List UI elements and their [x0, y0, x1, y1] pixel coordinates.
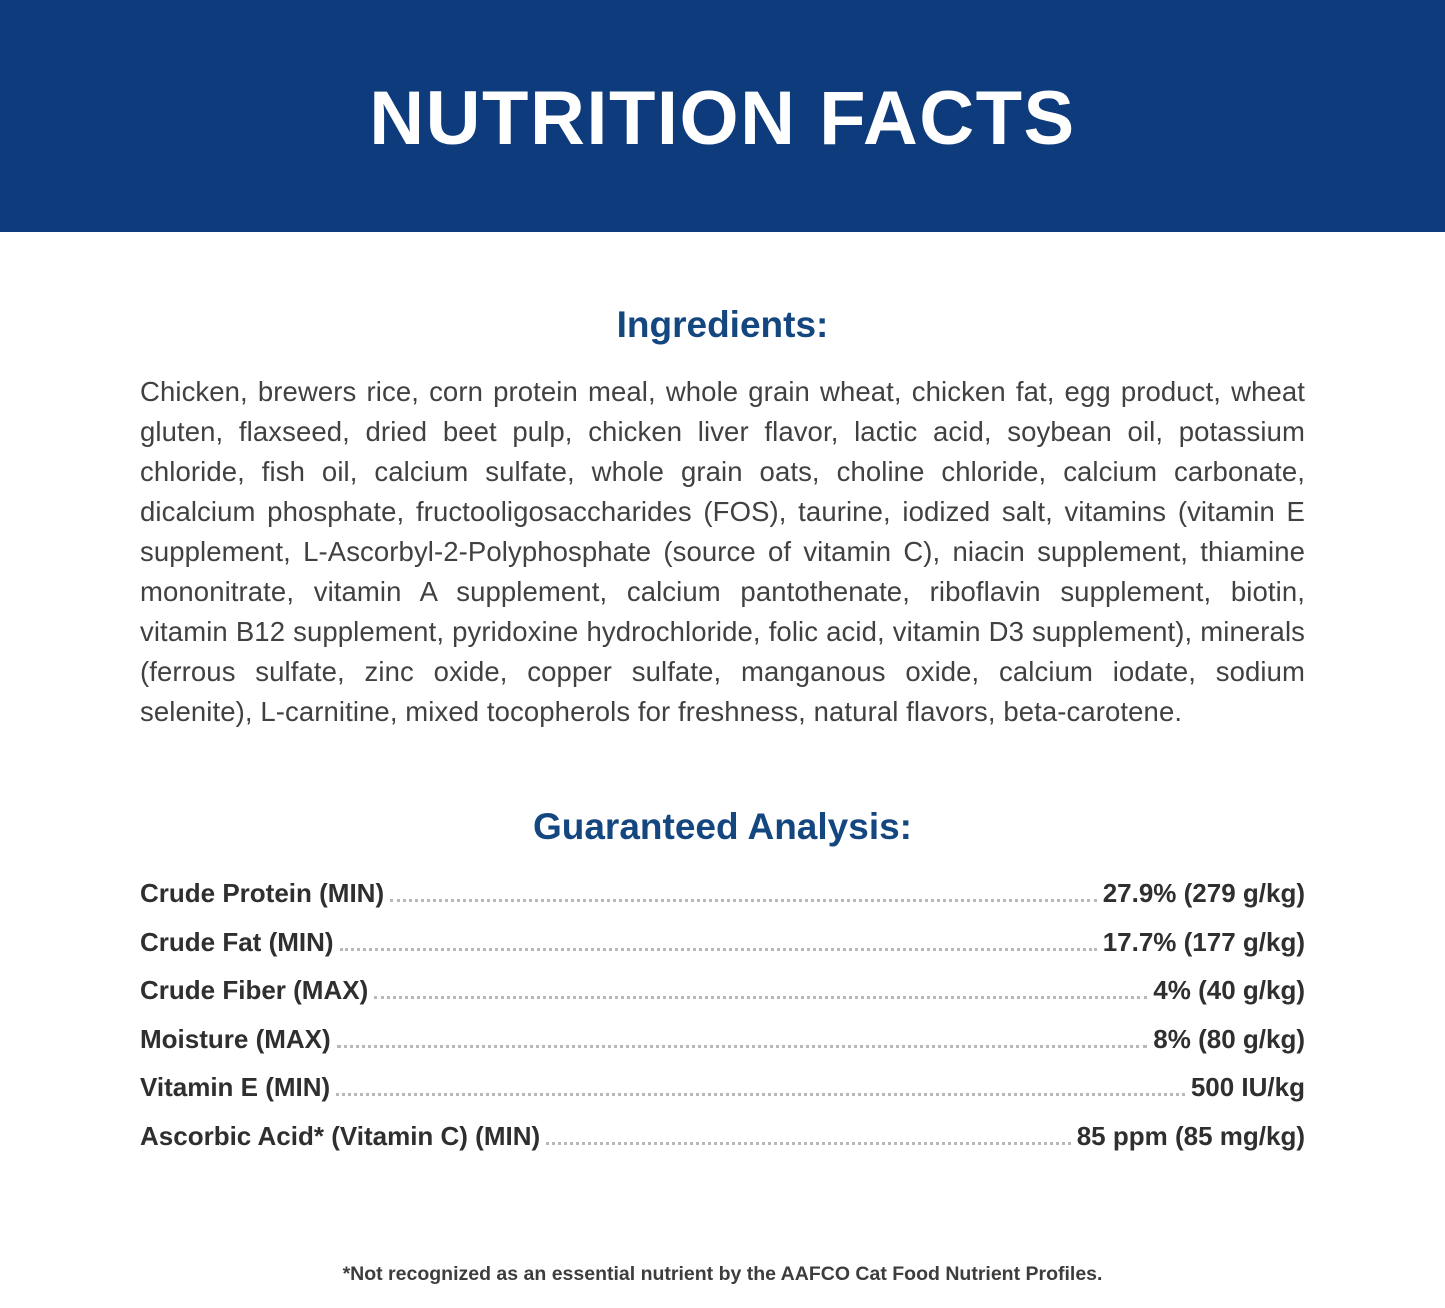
analysis-row-value: 27.9% (279 g/kg)	[1102, 878, 1305, 908]
analysis-row	[140, 975, 1305, 1024]
analysis-row-label: Crude Protein (MIN)	[140, 878, 385, 908]
dot-leader	[546, 1142, 1071, 1145]
analysis-row-label: Vitamin E (MIN)	[140, 1072, 331, 1102]
analysis-row-label: Ascorbic Acid* (Vitamin C) (MIN)	[140, 1120, 541, 1151]
ingredients-heading: Ingredients:	[616, 304, 829, 345]
analysis-row-value: 17.7% (177 g/kg)	[1102, 926, 1305, 957]
analysis-row-value: 4% (40 g/kg)	[1153, 975, 1305, 1005]
dot-leader	[340, 948, 1097, 951]
analysis-row-label: Crude Fiber (MAX)	[140, 975, 369, 1005]
page-content	[0, 232, 1445, 1308]
analysis-row-value: 85 ppm (85 mg/kg)	[1076, 1120, 1305, 1151]
analysis-row-value: 500 IU/kg	[1190, 1072, 1305, 1102]
analysis-row-value: 8% (80 g/kg)	[1153, 1023, 1305, 1054]
analysis-row-label: Crude Fat (MIN)	[140, 926, 334, 957]
analysis-row	[140, 1072, 1305, 1121]
analysis-row-label: Moisture (MAX)	[140, 1023, 331, 1054]
analysis-row	[140, 1121, 1305, 1170]
analysis-row	[140, 927, 1305, 976]
guaranteed-analysis-table	[140, 878, 1305, 1169]
ingredients-text: Chicken, brewers rice, corn protein meal, whole grain wheat, chicken fat, egg product, wheat gluten, flaxseed, dried beet pulp, chicken liver flavor, lactic acid, soybean oil, potassium chloride, fish oil, calcium sulfate, whole grain oats, choline chloride, calcium carbonate, dicalcium phosphate, fructooligosaccharides (FOS), taurine, iodized salt, vitamins (vitamin E supplement, L-Ascorbyl-2-Polyphosphate (source of vitamin C), niacin supplement, thiamine mononitrate, vitamin A supplement, calcium pantothenate, riboflavin supplement, biotin, vitamin B12 supplement, pyridoxine hydrochloride, folic acid, vitamin D3 supplement), minerals (ferrous sulfate, zinc oxide, copper sulfate, manganous oxide, calcium iodate, sodium selenite), L-carnitine, mixed tocopherols for freshness, natural flavors, beta-carotene.	[140, 376, 1305, 727]
analysis-row	[140, 1024, 1305, 1073]
analysis-row	[140, 878, 1305, 927]
dot-leader	[390, 899, 1097, 902]
dot-leader	[336, 1093, 1185, 1096]
footnote: *Not recognized as an essential nutrient by the AAFCO Cat Food Nutrient Profiles.	[342, 1263, 1103, 1285]
page-banner	[0, 0, 1445, 232]
dot-leader	[374, 996, 1147, 999]
page-title: NUTRITION FACTS	[369, 76, 1076, 161]
dot-leader	[337, 1045, 1148, 1048]
guaranteed-analysis-heading: Guaranteed Analysis:	[532, 806, 913, 847]
